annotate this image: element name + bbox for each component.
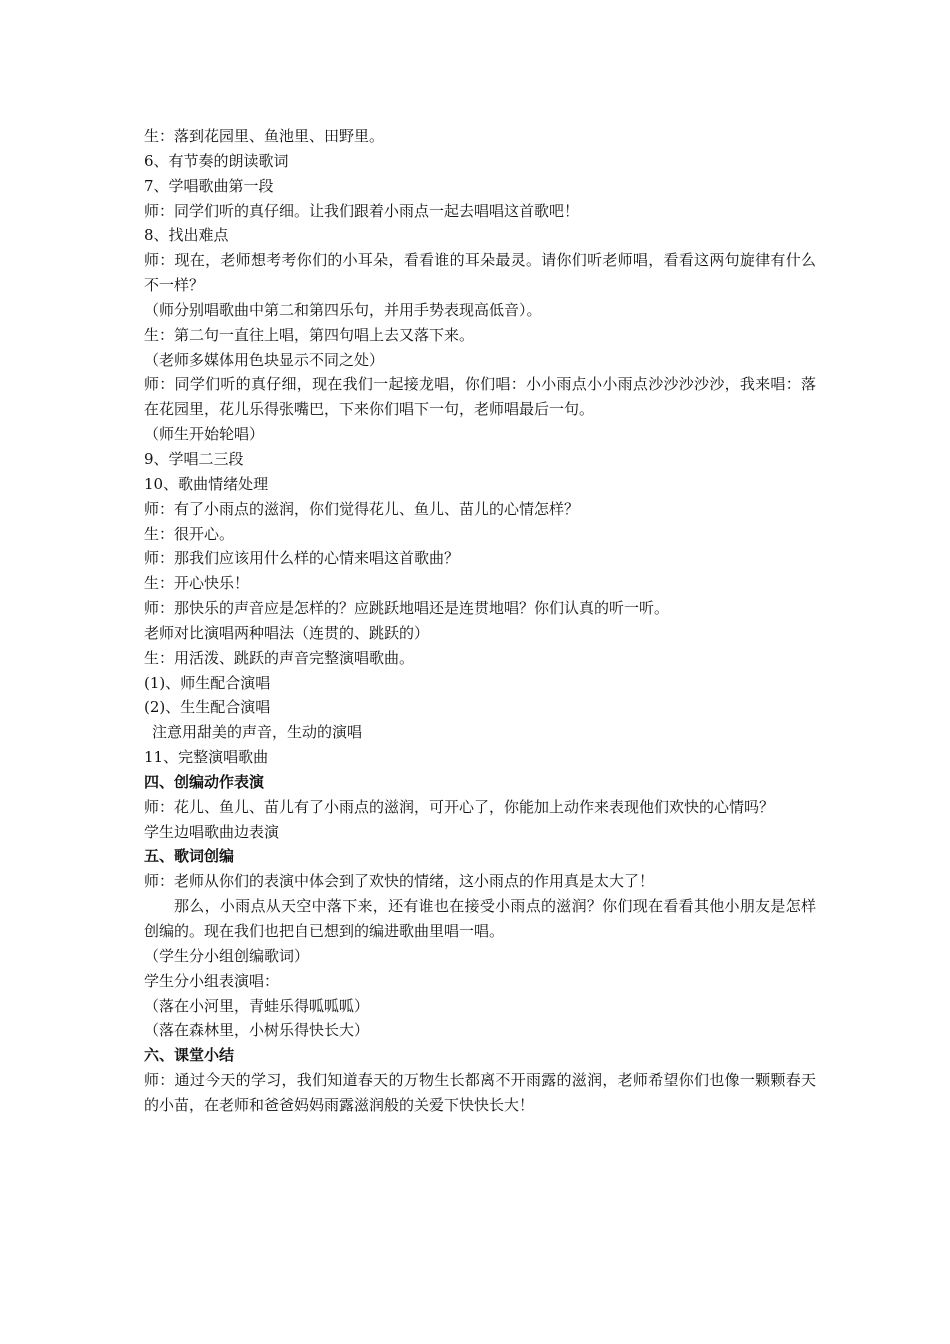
text-line: (2)、生生配合演唱 xyxy=(144,698,271,717)
text-line: 生：用活泼、跳跃的声音完整演唱歌曲。 xyxy=(144,648,415,667)
text-line: 老师对比演唱两种唱法（连贯的、跳跃的） xyxy=(144,623,430,642)
text-line: 师：老师从你们的表演中体会到了欢快的情绪，这小雨点的作用真是太大了！ xyxy=(144,872,655,891)
text-line: 学生边唱歌曲边表演 xyxy=(144,822,280,841)
text-line: (1)、师生配合演唱 xyxy=(144,673,271,692)
text-line: 生：很开心。 xyxy=(144,524,235,543)
section-heading: 五、歌词创编 xyxy=(144,847,235,866)
text-line: （落在小河里，青蛙乐得呱呱呱） xyxy=(144,996,370,1015)
document-body xyxy=(144,124,816,1118)
text-line: 师：有了小雨点的滋润，你们觉得花儿、鱼儿、苗儿的心情怎样？ xyxy=(144,499,580,518)
text-line: （师分别唱歌曲中第二和第四乐句，并用手势表现高低音）。 xyxy=(144,300,542,319)
text-line: 注意用甜美的声音，生动的演唱 xyxy=(152,723,363,742)
text-line: 学生分小组表演唱： xyxy=(144,971,280,990)
text-line: 生：开心快乐！ xyxy=(144,574,250,593)
text-line: 师：同学们听的真仔细。让我们跟着小雨点一起去唱唱这首歌吧！ xyxy=(144,201,580,220)
step-heading: 9、学唱二三段 xyxy=(144,449,244,468)
text-line: 师：那我们应该用什么样的心情来唱这首歌曲？ xyxy=(144,549,460,568)
step-heading: 8、找出难点 xyxy=(144,226,229,245)
text-paragraph: 师：花儿、鱼儿、苗儿有了小雨点的滋润，可开心了，你能加上动作来表现他们欢快的心情吗？ xyxy=(144,797,775,816)
text-line: （学生分小组创编歌词） xyxy=(144,946,310,965)
text-line: （老师多媒体用色块显示不同之处） xyxy=(144,350,385,369)
text-paragraph: 师：同学们听的真仔细，现在我们一起接龙唱，你们唱：小小雨点小小雨点沙沙沙沙沙，我来唱：落在花园里，花儿乐得张嘴巴，下来你们唱下一句，老师唱最后一句。 xyxy=(144,375,816,419)
step-heading: 10、歌曲情绪处理 xyxy=(144,474,269,493)
text-paragraph: 师：现在，老师想考考你们的小耳朵，看看谁的耳朵最灵。请你们听老师唱，看看这两句旋律有什么不一样？ xyxy=(144,251,816,295)
text-line: 师：那快乐的声音应是怎样的？应跳跃地唱还是连贯地唱？你们认真的听一听。 xyxy=(144,599,670,618)
step-heading: 7、学唱歌曲第一段 xyxy=(144,176,274,195)
section-heading: 四、创编动作表演 xyxy=(144,772,265,791)
text-line: 生：第二句一直往上唱，第四句唱上去又落下来。 xyxy=(144,325,475,344)
text-line: （落在森林里，小树乐得快长大） xyxy=(144,1021,370,1040)
text-paragraph: 师：通过今天的学习，我们知道春天的万物生长都离不开雨露的滋润，老师希望你们也像一颗颗春天的小苗，在老师和爸爸妈妈雨露滋润般的关爱下快快长大！ xyxy=(144,1071,816,1114)
step-heading: 6、有节奏的朗读歌词 xyxy=(144,151,289,170)
text-line: 生：落到花园里、鱼池里、田野里。 xyxy=(144,127,385,145)
section-heading: 六、课堂小结 xyxy=(144,1046,235,1065)
step-heading: 11、完整演唱歌曲 xyxy=(144,748,269,767)
text-paragraph: 那么，小雨点从天空中落下来，还有谁也在接受小雨点的滋润？你们现在看看其他小朋友是怎样创编的。现在我们也把自已想到的编进歌曲里唱一唱。 xyxy=(144,897,816,940)
text-line: （师生开始轮唱） xyxy=(144,425,265,444)
